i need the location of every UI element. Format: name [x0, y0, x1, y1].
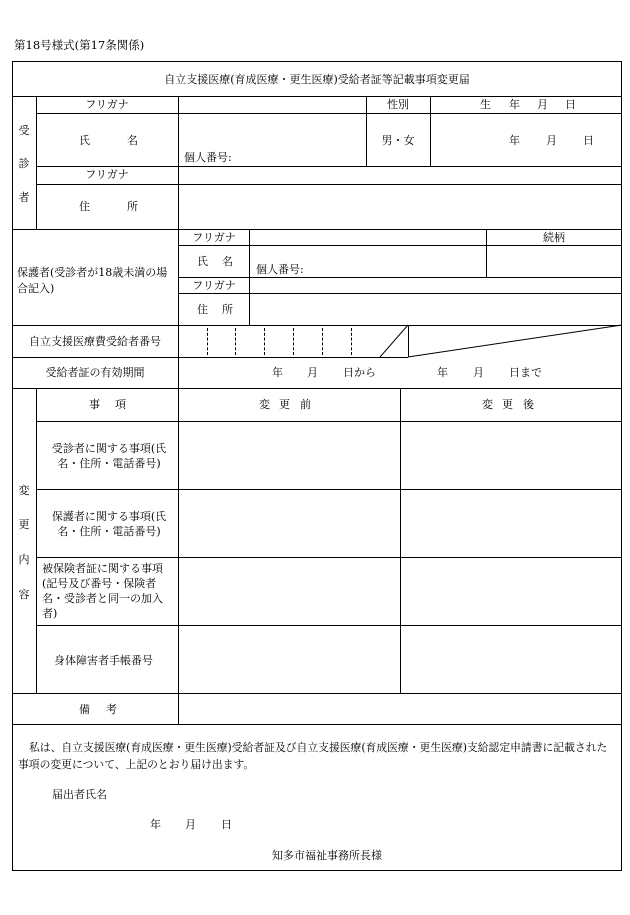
changes-section-label-4: 容 — [18, 588, 30, 601]
patient-address-label-1: 住 — [79, 200, 90, 213]
birth-label-3: 月 — [537, 98, 548, 111]
guardian-name-label-2: 名 — [222, 255, 233, 268]
changes-section-label-2: 更 — [18, 518, 30, 531]
validity-start-month: 月 — [307, 366, 318, 379]
relation-label: 続柄 — [543, 231, 565, 244]
patient-section-label-3: 者 — [18, 191, 30, 204]
birth-label-2: 年 — [509, 98, 520, 111]
guardian-furigana2-label: フリガナ — [192, 279, 236, 292]
patient-furigana-label: フリガナ — [85, 98, 129, 111]
date-year: 年 — [150, 818, 161, 831]
date-month: 月 — [185, 818, 196, 831]
birth-day: 日 — [583, 134, 594, 147]
after-header-1: 変 — [482, 398, 493, 411]
after-header-2: 更 — [502, 398, 513, 411]
birth-year: 年 — [509, 134, 520, 147]
recipient-number-label: 自立支援医療費受給者番号 — [29, 335, 161, 348]
date-day: 日 — [221, 818, 232, 831]
change-row-insurance: 被保険者証に関する事項(記号及び番号・保険者名・受診者と同一の加入者) — [42, 562, 163, 620]
patient-name-label-2: 名 — [127, 134, 138, 147]
changes-section-label-3: 内 — [18, 553, 30, 566]
birth-month: 月 — [546, 134, 557, 147]
change-row-patient: 受診者に関する事項(氏名・住所・電話番号) — [51, 442, 167, 470]
before-header-3: 前 — [300, 398, 311, 411]
patient-section-label-2: 診 — [18, 157, 30, 170]
birth-label-4: 日 — [565, 98, 576, 111]
gender-label: 性別 — [387, 98, 409, 111]
change-row-handbook: 身体障害者手帳番号 — [54, 654, 153, 667]
guardian-furigana-label: フリガナ — [192, 231, 236, 244]
item-header-2: 項 — [115, 398, 126, 411]
remarks-label-2: 考 — [106, 703, 117, 716]
form-title: 自立支援医療(育成医療・更生医療)受給者証等記載事項変更届 — [164, 73, 470, 86]
addressee: 知多市福祉事務所長様 — [272, 849, 382, 862]
patient-furigana2-label: フリガナ — [85, 168, 129, 181]
patient-personal-number-label: 個人番号: — [184, 151, 232, 164]
before-header-1: 変 — [259, 398, 270, 411]
before-header-2: 更 — [279, 398, 290, 411]
changes-section-label-1: 変 — [18, 484, 30, 497]
guardian-section-label: 保護者(受診者が18歳未満の場合記入) — [17, 266, 168, 295]
guardian-name-label-1: 氏 — [197, 255, 208, 268]
birth-label-1: 生 — [480, 98, 491, 111]
patient-address-label-2: 所 — [127, 200, 138, 213]
patient-name-label-1: 氏 — [79, 134, 90, 147]
validity-start-day: 日から — [343, 366, 376, 379]
gender-options: 男・女 — [381, 134, 415, 147]
validity-start-year: 年 — [272, 366, 283, 379]
validity-end-day: 日まで — [509, 366, 542, 379]
validity-end-year: 年 — [437, 366, 448, 379]
item-header-1: 事 — [89, 398, 100, 411]
after-header-3: 後 — [523, 398, 534, 411]
applicant-label: 届出者氏名 — [52, 788, 107, 801]
guardian-personal-number-label: 個人番号: — [256, 263, 304, 276]
patient-section-label-1: 受 — [18, 124, 30, 137]
change-row-guardian: 保護者に関する事項(氏名・住所・電話番号) — [51, 510, 167, 538]
form-number: 第18号様式(第17条関係) — [14, 38, 145, 52]
validity-label: 受給者証の有効期間 — [45, 366, 145, 379]
remarks-label-1: 備 — [79, 703, 90, 716]
guardian-address-label-1: 住 — [197, 303, 208, 316]
guardian-address-label-2: 所 — [222, 303, 233, 316]
validity-end-month: 月 — [473, 366, 484, 379]
declaration-text: 私は、自立支援医療(育成医療・更生医療)受給者証及び自立支援医療(育成医療・更生医療)支給認定申請書に記載された事項の変更について、上記のとおり届け出ます。 — [18, 741, 608, 771]
